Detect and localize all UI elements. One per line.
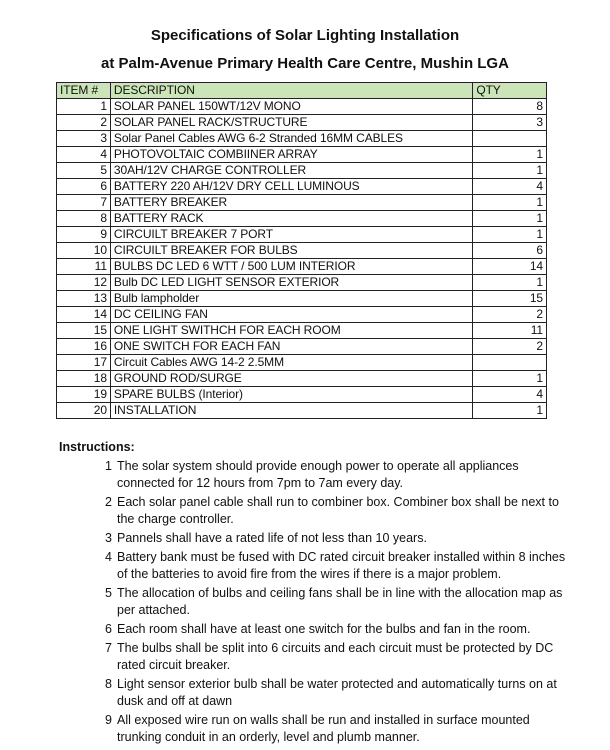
item-quantity: 4: [473, 179, 547, 195]
table-row: [57, 163, 547, 179]
item-quantity: 2: [473, 307, 547, 323]
instruction-text: Each room shall have at least one switch for the bulbs and fan in the room.: [117, 622, 531, 637]
item-description: DC CEILING FAN: [110, 307, 472, 323]
instruction-number: 1: [105, 459, 112, 473]
instruction-number: 7: [105, 640, 112, 655]
item-number: 18: [57, 371, 111, 387]
item-quantity: 14: [473, 259, 547, 275]
item-number: 20: [57, 403, 111, 419]
item-description: BATTERY RACK: [110, 211, 472, 227]
table-header-row: [57, 83, 547, 99]
item-number: 8: [57, 211, 111, 227]
item-quantity: 1: [473, 371, 547, 387]
instruction-number: 6: [105, 622, 112, 637]
specification-table: [56, 82, 547, 419]
instruction-item: [100, 530, 570, 547]
item-number: 13: [57, 291, 111, 307]
instruction-number: 4: [105, 549, 112, 564]
instruction-number: 2: [105, 495, 112, 510]
item-description: GROUND ROD/SURGE: [110, 371, 472, 387]
table-row: [57, 131, 547, 147]
item-description: BATTERY BREAKER: [110, 195, 472, 211]
instruction-text: The allocation of bulbs and ceiling fans shall be in line with the allocation map as per attached.: [117, 586, 563, 618]
header-description: DESCRIPTION: [110, 83, 472, 99]
instruction-number: 5: [105, 586, 112, 601]
table-row: [57, 179, 547, 195]
item-quantity: 8: [473, 99, 547, 115]
instruction-text: Pannels shall have a rated life of not less than 10 years.: [117, 531, 427, 546]
item-number: 5: [57, 163, 111, 179]
instruction-item: [100, 640, 570, 675]
item-quantity: 1: [473, 195, 547, 211]
instructions-list: [100, 458, 570, 748]
table-row: [57, 99, 547, 115]
table-row: [57, 323, 547, 339]
item-description: ONE LIGHT SWITHCH FOR EACH ROOM: [110, 323, 472, 339]
item-quantity: 2: [473, 339, 547, 355]
item-description: CIRCUILT BREAKER FOR BULBS: [110, 243, 472, 259]
item-number: 1: [57, 99, 111, 115]
item-number: 15: [57, 323, 111, 339]
instruction-number: 3: [105, 531, 112, 546]
table-row: [57, 403, 547, 419]
item-quantity: 1: [473, 227, 547, 243]
table-row: [57, 147, 547, 163]
item-number: 6: [57, 179, 111, 195]
instruction-item: [100, 549, 570, 584]
instruction-text: The solar system should provide enough power to operate all appliances connected for 12 hours from 7pm to 7am every day.: [117, 459, 519, 491]
item-description: SPARE BULBS (Interior): [110, 387, 472, 403]
instructions-heading: Instructions:: [59, 440, 135, 454]
header-item-number: ITEM #: [57, 83, 111, 99]
item-quantity: [473, 355, 547, 371]
instruction-item: [100, 676, 570, 711]
item-number: 16: [57, 339, 111, 355]
item-description: Bulb lampholder: [110, 291, 472, 307]
document-title-line2: at Palm-Avenue Primary Health Care Centre, Mushin LGA: [101, 55, 509, 72]
item-quantity: 1: [473, 211, 547, 227]
item-description: SOLAR PANEL RACK/STRUCTURE: [110, 115, 472, 131]
table-row: [57, 211, 547, 227]
instruction-item: [100, 458, 570, 493]
item-number: 3: [57, 131, 111, 147]
instruction-text: All exposed wire run on walls shall be run and installed in surface mounted trunking conduit in an orderly, level and plumb manner.: [117, 713, 530, 745]
item-description: ONE SWITCH FOR EACH FAN: [110, 339, 472, 355]
item-description: PHOTOVOLTAIC COMBIINER ARRAY: [110, 147, 472, 163]
item-quantity: 4: [473, 387, 547, 403]
item-quantity: 15: [473, 291, 547, 307]
table-row: [57, 115, 547, 131]
item-quantity: 11: [473, 323, 547, 339]
instruction-item: [100, 621, 570, 638]
table-row: [57, 259, 547, 275]
item-description: BULBS DC LED 6 WTT / 500 LUM INTERIOR: [110, 259, 472, 275]
item-number: 12: [57, 275, 111, 291]
item-description: Bulb DC LED LIGHT SENSOR EXTERIOR: [110, 275, 472, 291]
instruction-text: Light sensor exterior bulb shall be water protected and automatically turns on at dusk and off at dawn: [117, 677, 557, 709]
table-row: [57, 387, 547, 403]
item-quantity: 6: [473, 243, 547, 259]
instruction-item: [100, 494, 570, 529]
table-row: [57, 227, 547, 243]
table-row: [57, 339, 547, 355]
item-quantity: [473, 131, 547, 147]
item-quantity: 1: [473, 147, 547, 163]
instruction-text: Battery bank must be fused with DC rated circuit breaker installed within 8 inches of the batteries to avoid fire from the wires if there is a major problem.: [117, 549, 566, 582]
instruction-item: [100, 585, 570, 620]
item-description: 30AH/12V CHARGE CONTROLLER: [110, 163, 472, 179]
item-number: 14: [57, 307, 111, 323]
table-row: [57, 195, 547, 211]
instruction-text: Each solar panel cable shall run to combiner box. Combiner box shall be next to the charge controller.: [117, 495, 559, 527]
table-row: [57, 307, 547, 323]
table-row: [57, 371, 547, 387]
item-description: Solar Panel Cables AWG 6-2 Stranded 16MM CABLES: [110, 131, 472, 147]
item-description: SOLAR PANEL 150WT/12V MONO: [110, 99, 472, 115]
table-row: [57, 355, 547, 371]
item-number: 19: [57, 387, 111, 403]
table-row: [57, 275, 547, 291]
item-number: 10: [57, 243, 111, 259]
instruction-text: The bulbs shall be split into 6 circuits and each circuit must be protected by DC rated circuit breaker.: [117, 640, 554, 673]
item-quantity: 3: [473, 115, 547, 131]
document-title-line1: Specifications of Solar Lighting Installation: [150, 27, 460, 44]
item-description: BATTERY 220 AH/12V DRY CELL LUMINOUS: [110, 179, 472, 195]
item-description: CIRCUILT BREAKER 7 PORT: [110, 227, 472, 243]
item-number: 2: [57, 115, 111, 131]
table-row: [57, 243, 547, 259]
header-quantity: QTY: [473, 83, 547, 99]
item-number: 9: [57, 227, 111, 243]
instruction-number: 8: [105, 677, 112, 692]
item-quantity: 1: [473, 275, 547, 291]
item-quantity: 1: [473, 403, 547, 419]
item-description: Circuit Cables AWG 14-2 2.5MM: [110, 355, 472, 371]
item-number: 4: [57, 147, 111, 163]
item-number: 11: [57, 259, 111, 275]
item-quantity: 1: [473, 163, 547, 179]
item-description: INSTALLATION: [110, 403, 472, 419]
table-row: [57, 291, 547, 307]
item-number: 17: [57, 355, 111, 371]
instruction-item: [100, 712, 570, 747]
item-number: 7: [57, 195, 111, 211]
instruction-number: 9: [105, 713, 112, 728]
